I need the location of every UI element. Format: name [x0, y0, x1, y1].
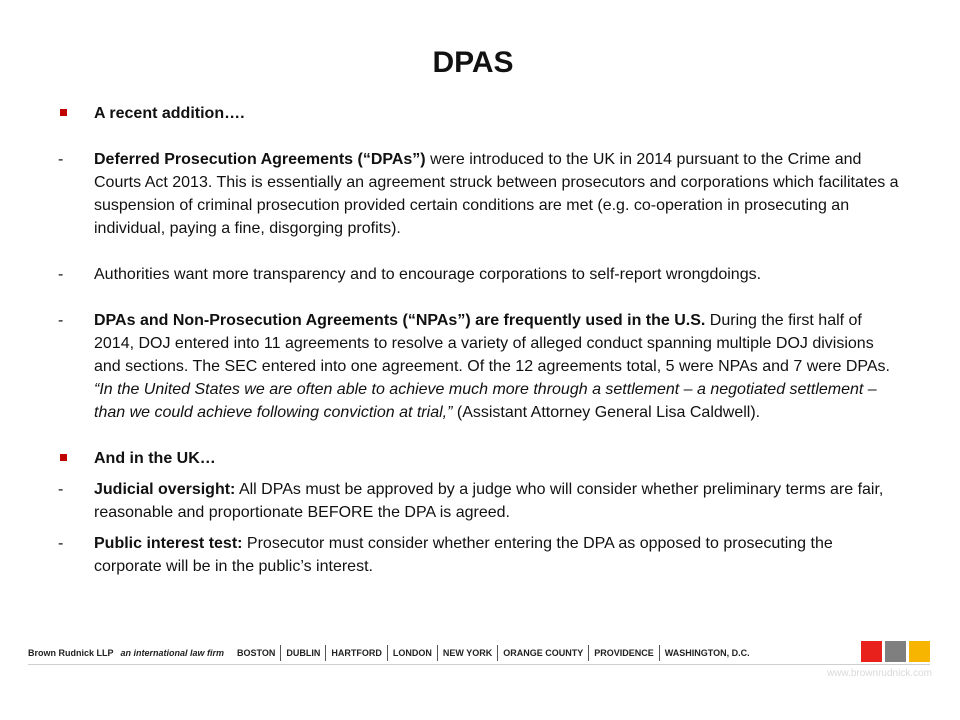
office-city: PROVIDENCE	[589, 645, 660, 661]
gold-square-icon	[909, 641, 930, 662]
red-square-icon	[861, 641, 882, 662]
list-item	[58, 309, 900, 424]
square-bullet-icon	[58, 102, 88, 125]
section-heading-recent	[58, 102, 900, 125]
dash-bullet: -	[58, 481, 64, 498]
item-bold: DPAs and Non-Prosecution Agreements (“NPAs”) are frequently used in the U.S.	[94, 312, 706, 329]
office-city: WASHINGTON, D.C.	[664, 648, 750, 658]
office-city: NEW YORK	[438, 645, 498, 661]
dash-bullet: -	[58, 266, 64, 283]
slide-title: DPAS	[432, 46, 514, 79]
dash-bullet: -	[58, 535, 64, 552]
section-heading-text: And in the UK…	[94, 450, 216, 467]
list-item	[58, 148, 900, 240]
dash-bullet: -	[58, 151, 64, 168]
section-heading-uk	[58, 447, 900, 470]
footer-url: www.brownrudnick.com	[826, 668, 932, 679]
item-text: Authorities want more transparency and to encourage corporations to self-report wrongdoings.	[94, 266, 762, 283]
item-quote: “In the United States we are often able to achieve much more through a settlement – a negotiated settlement – than we could achieve following conviction at trial,”	[94, 381, 877, 421]
list-item	[58, 532, 900, 578]
office-city: ORANGE COUNTY	[498, 645, 589, 661]
office-city: BOSTON	[232, 645, 281, 661]
firm-name: Brown Rudnick LLP	[28, 648, 114, 658]
item-attribution: (Assistant Attorney General Lisa Caldwell).	[452, 404, 761, 421]
item-text: During the first half of 2014, DOJ entered into 11 agreements to resolve a variety of alleged conduct spanning multiple DOJ divisions and sections. The SEC entered into one agreement. Of the 12 agreements total, 5 were NPAs and 7 were DPAs.	[94, 312, 890, 375]
section-heading-text: A recent addition….	[94, 105, 245, 122]
office-city: LONDON	[388, 645, 438, 661]
brand-squares	[861, 641, 930, 662]
item-bold: Public interest test:	[94, 535, 243, 552]
firm-tagline: an international law firm	[120, 648, 225, 658]
list-item	[58, 478, 900, 524]
slide-body	[58, 102, 900, 578]
footer	[28, 644, 930, 662]
office-city: HARTFORD	[326, 645, 388, 661]
gray-square-icon	[885, 641, 906, 662]
footer-divider	[28, 664, 930, 665]
item-text: All DPAs must be approved by a judge who will consider whether preliminary terms are fair, reasonable and proportionate BEFORE the DPA is agreed.	[94, 481, 884, 521]
square-bullet-icon	[58, 447, 88, 470]
office-city: DUBLIN	[281, 645, 326, 661]
item-bold: Deferred Prosecution Agreements (“DPAs”)	[94, 151, 426, 168]
item-text: were introduced to the UK in 2014 pursuant to the Crime and Courts Act 2013. This is essentially an agreement struck between prosecutors and corporations which facilitates a suspension of criminal prosecution provided certain conditions are met (e.g. co-operation in prosecuting an individual, paying a fine, disgorging profits).	[94, 151, 899, 237]
dash-bullet: -	[58, 312, 64, 329]
item-text: Prosecutor must consider whether entering the DPA as opposed to prosecuting the corporate will be in the public’s interest.	[94, 535, 833, 575]
list-item	[58, 263, 900, 286]
item-bold: Judicial oversight:	[94, 481, 236, 498]
